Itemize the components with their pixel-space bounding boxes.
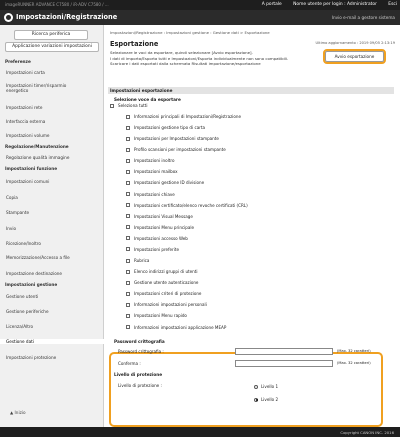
export-settings-header: Impostazioni esportazione: [108, 87, 394, 94]
export-item-checkbox[interactable]: [126, 170, 130, 174]
sidebar-section-preferences: Preferenze: [5, 59, 31, 64]
sidebar-section-functions: Impostazioni funzione: [5, 166, 58, 171]
sidebar-item-data-management[interactable]: Gestione dati: [0, 339, 104, 344]
confirm-label: Conferma :: [118, 361, 141, 366]
export-item-row[interactable]: [126, 180, 204, 185]
export-item-label: Impostazioni Menu principale: [134, 224, 195, 230]
export-item-label: Elenco indirizzi gruppi di utenti: [134, 269, 198, 275]
export-item-label: Impostazioni per Impostazioni stampante: [134, 136, 219, 142]
export-item-label: Gestione utente autenticazione: [134, 280, 199, 286]
password-title: Password crittografia: [114, 339, 165, 344]
sidebar-item-send[interactable]: Invio: [6, 226, 17, 231]
sidebar-item-security[interactable]: Impostazioni protezione: [6, 355, 57, 360]
sidebar-item-user-management[interactable]: Gestione utenti: [6, 294, 39, 299]
level-2-option[interactable]: [254, 397, 278, 402]
description: [110, 50, 325, 67]
app-header: [0, 10, 400, 25]
logout-link[interactable]: Esci: [388, 2, 397, 7]
select-all-row[interactable]: [110, 103, 148, 108]
export-item-checkbox[interactable]: [126, 314, 130, 318]
export-item-row[interactable]: [126, 214, 193, 219]
export-item-row[interactable]: [126, 192, 175, 197]
export-item-checkbox[interactable]: [126, 325, 130, 329]
app-title: Impostazioni/Registrazione: [16, 13, 118, 21]
export-item-row[interactable]: [126, 325, 226, 330]
export-item-checkbox[interactable]: [126, 292, 130, 296]
select-all-checkbox[interactable]: [110, 104, 114, 108]
sidebar-item-store-access[interactable]: Memorizzazione/Accesso a file: [6, 255, 70, 260]
level-1-radio[interactable]: [254, 385, 258, 389]
top-links: [252, 2, 397, 7]
export-item-checkbox[interactable]: [126, 126, 130, 130]
export-item-label: Informazioni impostazioni personali: [134, 302, 207, 308]
description-line: I dati di importa/Esporta tutti e Impostazioni/Esporta individualmente non sono compatibili.: [110, 55, 289, 61]
page-title: Esportazione: [110, 40, 159, 48]
level-1-option[interactable]: [254, 384, 278, 389]
export-item-row[interactable]: [126, 302, 207, 307]
back-to-top-link[interactable]: ▲ Inizio: [10, 410, 26, 415]
export-item-row[interactable]: [126, 236, 188, 241]
export-item-row[interactable]: [126, 158, 174, 163]
protection-level-label: Livello di protezione :: [118, 383, 162, 388]
export-item-checkbox[interactable]: [126, 115, 130, 119]
password-label: Password crittografia :: [118, 349, 164, 354]
export-item-row[interactable]: [126, 169, 178, 174]
confirm-note: (Max. 32 caratteri): [337, 361, 371, 365]
sidebar-item-paper[interactable]: Impostazioni carta: [6, 70, 45, 75]
email-admin-link[interactable]: Invio e-mail a gestore sistema: [331, 15, 395, 20]
export-item-row[interactable]: [126, 313, 187, 318]
export-item-checkbox[interactable]: [126, 281, 130, 285]
export-item-checkbox[interactable]: [126, 137, 130, 141]
export-item-label: Rubrica: [134, 258, 150, 264]
export-item-row[interactable]: [126, 125, 205, 130]
export-item-row[interactable]: [126, 225, 194, 230]
export-item-checkbox[interactable]: [126, 303, 130, 307]
start-export-button[interactable]: Avvio esportazione: [325, 51, 384, 62]
top-bar: [0, 0, 400, 10]
export-item-checkbox[interactable]: [126, 247, 130, 251]
select-items-label: Selezione voce da esportare: [114, 97, 181, 102]
description-line: Selezionare le voci da esportare, quindi selezionare [Avvio esportazione].: [110, 50, 253, 55]
export-item-row[interactable]: [126, 291, 201, 296]
level-2-radio[interactable]: [254, 398, 258, 402]
sidebar-item-copy[interactable]: Copia: [6, 195, 18, 200]
export-item-label: Impostazioni gestione ID divisione: [134, 180, 205, 186]
main-content: [104, 25, 400, 427]
sidebar-item-image-quality[interactable]: Regolazione qualità immagine: [6, 155, 70, 160]
export-item-label: Impostazioni accesso Web: [134, 235, 188, 241]
device-name: imageRUNNER ADVANCE C7580 / iR-ADV C7580 / ...: [5, 2, 109, 7]
apply-changes-button[interactable]: Applicazione variazioni impostazioni: [5, 42, 99, 52]
sidebar-item-external-interface[interactable]: Interfaccia esterna: [6, 119, 46, 124]
export-item-row[interactable]: [126, 247, 179, 252]
export-item-checkbox[interactable]: [126, 225, 130, 229]
sidebar-section-management: Impostazioni gestione: [5, 282, 58, 287]
export-item-checkbox[interactable]: [126, 203, 130, 207]
export-item-row[interactable]: [126, 114, 241, 119]
export-item-row[interactable]: [126, 147, 226, 152]
sidebar-item-printer[interactable]: Stampante: [6, 210, 30, 215]
export-item-row[interactable]: [126, 203, 248, 208]
refresh-device-button[interactable]: Ricerca periferica: [14, 30, 88, 40]
sidebar-item-device-management[interactable]: Gestione periferiche: [6, 309, 49, 314]
export-item-checkbox[interactable]: [126, 214, 130, 218]
export-item-checkbox[interactable]: [126, 159, 130, 163]
export-item-label: Impostazioni chiave: [134, 191, 175, 197]
sidebar-item-common[interactable]: Impostazioni comuni: [6, 179, 50, 184]
export-item-row[interactable]: [126, 280, 198, 285]
password-note: (Max. 32 caratteri): [337, 349, 371, 353]
select-all-label: Seleziona tutti: [118, 103, 148, 108]
export-item-row[interactable]: [126, 136, 219, 141]
description-line: Scaricare i dati esportati dalla schermata Risultati importazione/esportazione: [110, 61, 261, 66]
export-item-label: Impostazioni Visual Message: [134, 213, 193, 219]
export-item-checkbox[interactable]: [126, 181, 130, 185]
portal-link[interactable]: A portale: [261, 2, 282, 7]
sidebar-item-receive-forward[interactable]: Ricezione/Inoltro: [6, 241, 41, 246]
export-item-label: Impostazioni criteri di protezione: [134, 291, 202, 297]
export-item-label: Impostazioni inoltro: [134, 158, 175, 164]
level-1-label: Livello 1: [261, 384, 279, 389]
export-item-label: Impostazioni mailbox: [134, 169, 178, 175]
sidebar-item-volume[interactable]: Impostazioni volume: [6, 133, 50, 138]
export-item-label: Impostazioni certificato/elenco revoche certificati (CRL): [134, 202, 248, 208]
last-updated: Ultimo aggiornamento : 2019 09/05 2:13:19: [315, 41, 395, 45]
breadcrumb: Impostazioni/Registrazione : Impostazioni gestione : Gestione dati > Esportazione: [110, 30, 270, 35]
export-item-label: Informazioni impostazioni applicazione MEAP: [134, 324, 227, 330]
export-item-checkbox[interactable]: [126, 270, 130, 274]
export-item-label: Impostazioni preferite: [134, 246, 179, 252]
export-item-checkbox[interactable]: [126, 148, 130, 152]
sidebar-item-license[interactable]: Licenza/Altro: [6, 324, 34, 329]
copyright: Copyright CANON INC. 2016: [340, 430, 394, 435]
export-item-label: Impostazioni Menu rapido: [134, 313, 187, 319]
sidebar-item-network[interactable]: Impostazioni rete: [6, 105, 43, 110]
export-item-row[interactable]: [126, 258, 149, 263]
export-item-label: Informazioni principali di Impostazioni/Registrazione: [134, 114, 241, 119]
confirm-password-input[interactable]: [235, 360, 333, 367]
export-item-row[interactable]: [126, 269, 198, 274]
protection-level-title: Livello di protezione: [114, 372, 163, 377]
level-2-label: Livello 2: [261, 397, 279, 402]
export-item-label: Impostazioni gestione tipo di carta: [134, 125, 206, 131]
export-item-checkbox[interactable]: [126, 236, 130, 240]
sidebar: [0, 25, 104, 427]
export-item-checkbox[interactable]: [126, 192, 130, 196]
export-item-label: Profilo scansioni per impostazioni stampante: [134, 147, 226, 153]
export-item-checkbox[interactable]: [126, 259, 130, 263]
password-input[interactable]: [235, 348, 333, 355]
sidebar-item-destination[interactable]: Impostazione destinazione: [6, 271, 63, 276]
login-user-label: Nome utente per login : Administrator: [293, 2, 377, 7]
footer: [0, 427, 400, 437]
settings-logo-icon: [4, 13, 13, 22]
sidebar-section-regulation: Regolazione/Manutenzione: [5, 144, 69, 149]
sidebar-item-timer[interactable]: Impostazioni timer/risparmio energetico: [6, 83, 67, 93]
